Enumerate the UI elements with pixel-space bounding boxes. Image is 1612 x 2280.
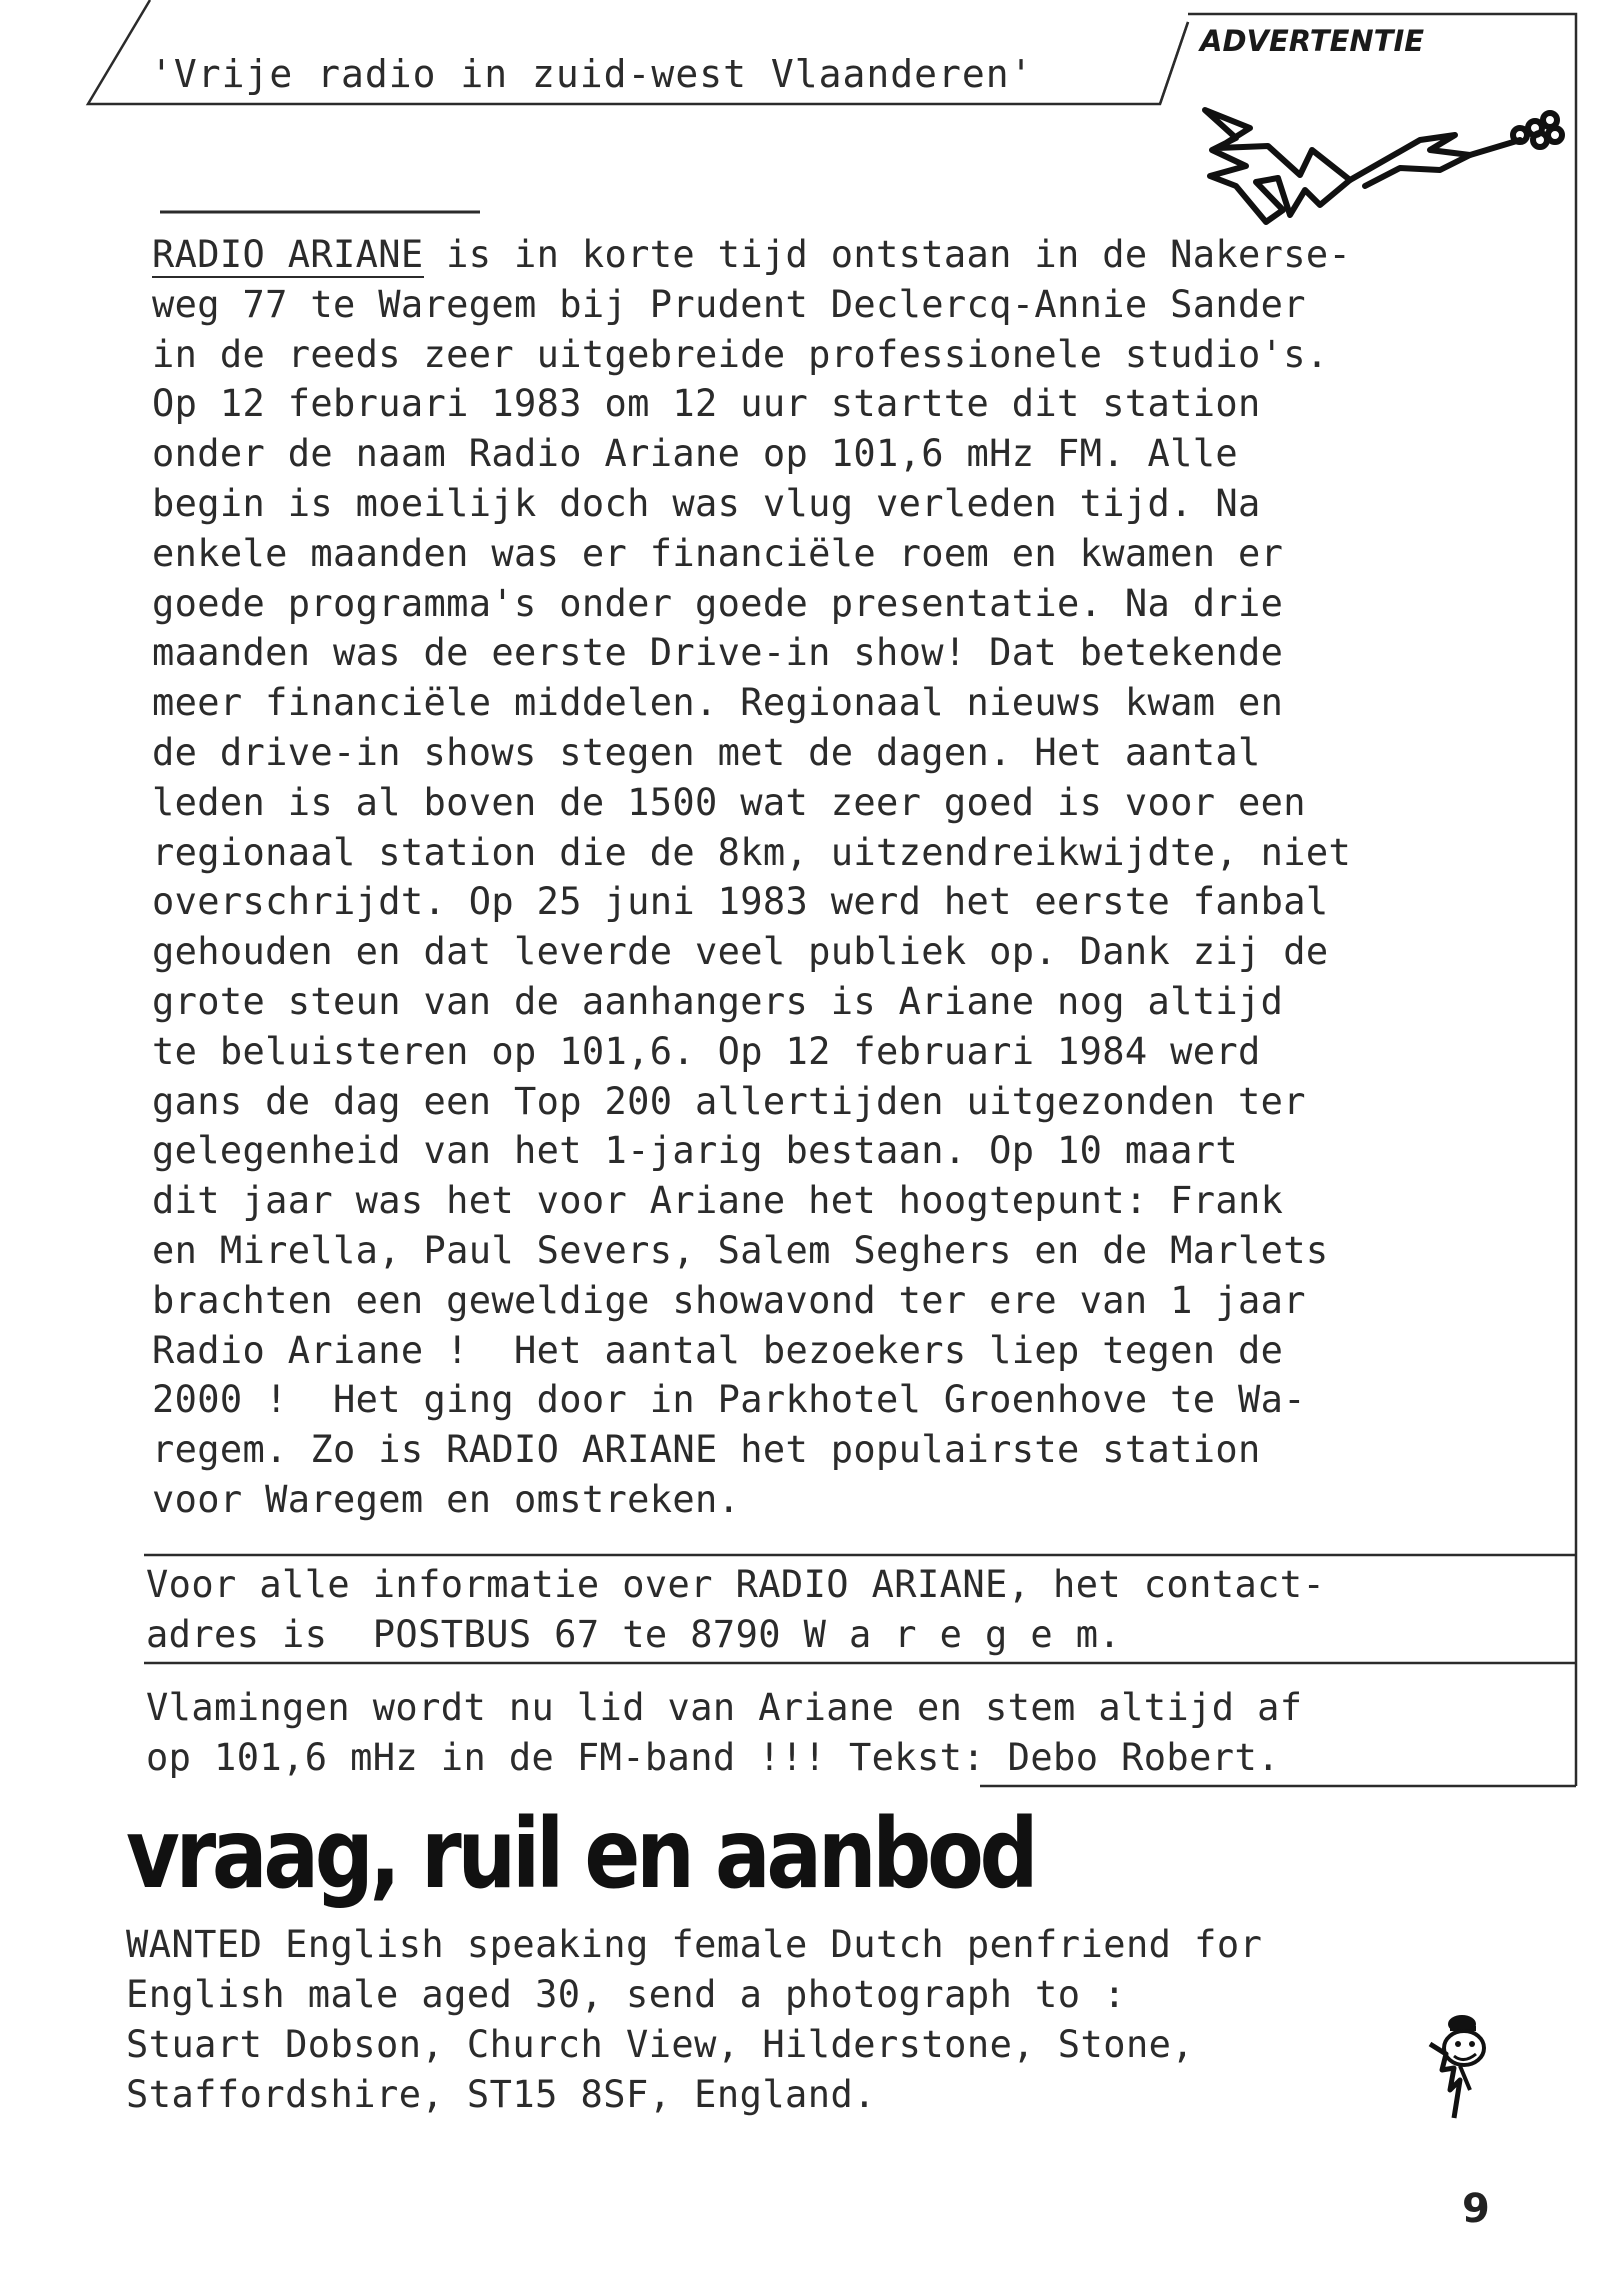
article-line: begin is moeilijk doch was vlug verleden tijd. Na [152, 481, 1261, 525]
article-line: regionaal station die de 8km, uitzendreikwijdte, niet [152, 830, 1352, 874]
membership-line: Vlamingen wordt nu lid van Ariane en stem altijd af [146, 1686, 1303, 1729]
contact-line: Voor alle informatie over RADIO ARIANE, het contact- [146, 1563, 1326, 1606]
article-line: dit jaar was het voor Ariane het hoogtepunt: Frank [152, 1179, 1284, 1223]
membership-line: op 101,6 mHz in de FM-band !!! Tekst: Debo Robert. [146, 1736, 1280, 1779]
article-line: 2000 ! Het ging door in Parkhotel Groenhove te Wa- [152, 1378, 1306, 1422]
membership-block [146, 1683, 1546, 1783]
radio-name: RADIO ARIANE [152, 233, 424, 276]
article-line: goede programma's onder goede presentatie. Na drie [152, 581, 1284, 625]
classified-line: English male aged 30, send a photograph to : [126, 1973, 1126, 2016]
article-line: onder de naam Radio Ariane op 101,6 mHz FM. Alle [152, 432, 1239, 476]
article-line: de drive-in shows stegen met de dagen. Het aantal [152, 730, 1261, 774]
article-line: gehouden en dat leverde veel publiek op. Dank zij de [152, 930, 1329, 974]
article-line: gelegenheid van het 1-jarig bestaan. Op 10 maart [152, 1129, 1239, 1173]
classified-line: Stuart Dobson, Church View, Hilderstone, Stone, [126, 2023, 1195, 2066]
article-line: en Mirella, Paul Severs, Salem Seghers en de Marlets [152, 1228, 1329, 1272]
article-line: in de reeds zeer uitgebreide professionele studio's. [152, 332, 1329, 376]
page-number: 9 [1462, 2186, 1490, 2232]
article-body [152, 230, 1552, 1525]
mascot-figure-icon [1420, 2010, 1500, 2130]
article-line: maanden was de eerste Drive-in show! Dat betekende [152, 631, 1284, 675]
contact-line: adres is POSTBUS 67 te 8790 W a r e g e m. [146, 1613, 1122, 1656]
classified-line: WANTED English speaking female Dutch penfriend for [126, 1923, 1263, 1966]
article-line: gans de dag een Top 200 allertijden uitgezonden ter [152, 1079, 1306, 1123]
article-line: leden is al boven de 1500 wat zeer goed is voor een [152, 780, 1306, 824]
article-line: enkele maanden was er financiële roem en kwamen er [152, 531, 1284, 575]
article-line: overschrijdt. Op 25 juni 1983 werd het eerste fanbal [152, 880, 1329, 924]
article-line: meer financiële middelen. Regionaal nieuws kwam en [152, 681, 1284, 725]
article-line: grote steun van de aanhangers is Ariane nog altijd [152, 979, 1284, 1023]
classified-line: Staffordshire, ST15 8SF, England. [126, 2073, 876, 2116]
header-title: 'Vrije radio in zuid-west Vlaanderen' [150, 52, 1034, 96]
article-line: brachten een geweldige showavond ter ere van 1 jaar [152, 1278, 1306, 1322]
article-first-line: is in korte tijd ontstaan in de Nakerse- [423, 233, 1352, 276]
header-banner-top-right [1160, 22, 1188, 104]
article-line: Radio Ariane ! Het aantal bezoekers liep tegen de [152, 1328, 1284, 1372]
advert-label: ADVERTENTIE [1200, 24, 1425, 58]
article-line: Op 12 februari 1983 om 12 uur startte dit station [152, 382, 1261, 426]
article-line: voor Waregem en omstreken. [152, 1477, 741, 1521]
classifieds-heading: vraag, ruil en aanbod [126, 1798, 1035, 1910]
article-line: weg 77 te Waregem bij Prudent Declercq-Annie Sander [152, 282, 1306, 326]
article-line: te beluisteren op 101,6. Op 12 februari 1984 werd [152, 1029, 1261, 1073]
classified-ad [126, 1920, 1546, 2120]
article-line: regem. Zo is RADIO ARIANE het populairste station [152, 1428, 1261, 1472]
contact-block [146, 1560, 1546, 1660]
dove-logo-icon [1205, 110, 1562, 222]
